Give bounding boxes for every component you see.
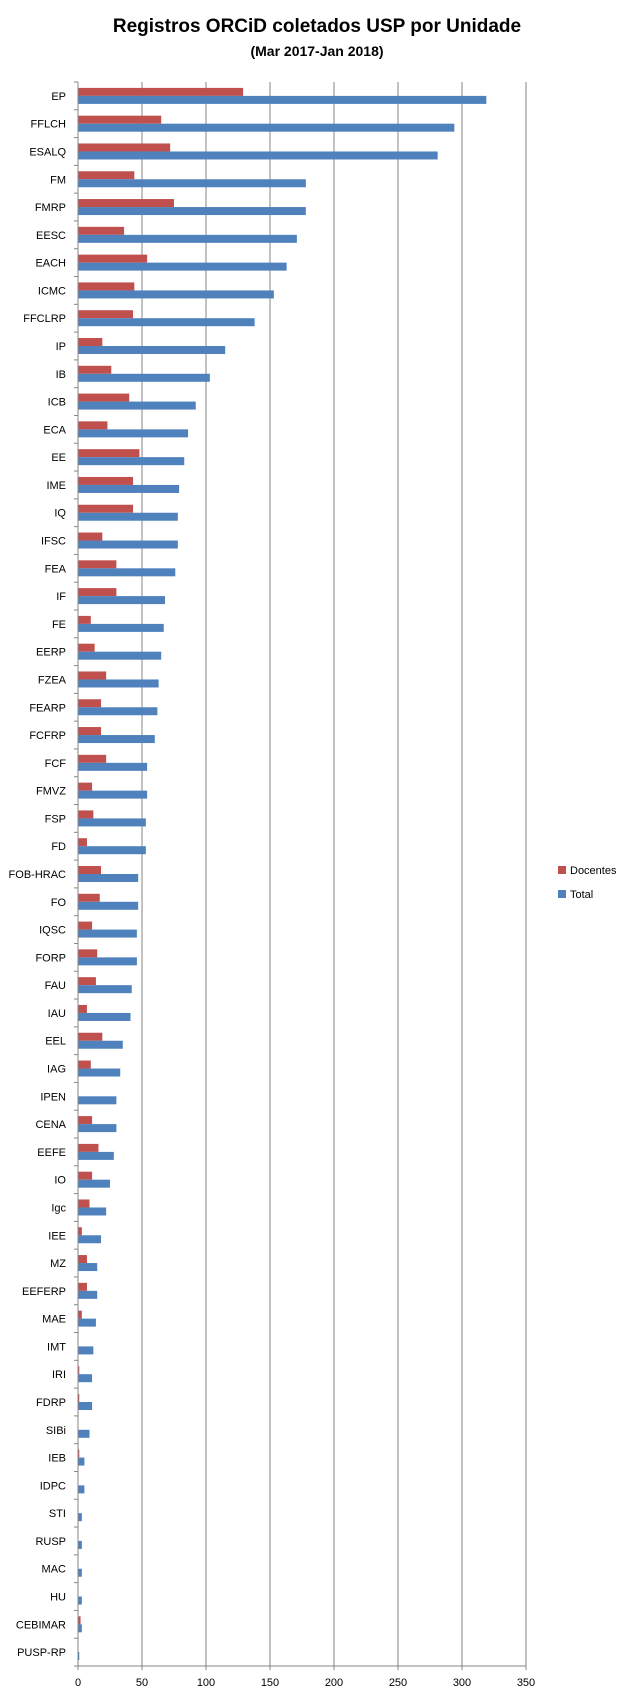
category-label: MAC bbox=[41, 1563, 66, 1576]
bar-total-iq bbox=[78, 513, 178, 521]
bar-docentes-fsp bbox=[78, 810, 93, 818]
bar-total-iee bbox=[78, 1235, 101, 1243]
bar-total-ime bbox=[78, 485, 179, 493]
bar-docentes-fo bbox=[78, 894, 100, 902]
bar-total-cena bbox=[78, 1124, 116, 1132]
bar-total-fmrp bbox=[78, 207, 306, 215]
bar-total-ifsc bbox=[78, 541, 178, 549]
bar-docentes-ifsc bbox=[78, 533, 102, 541]
bar-total-io bbox=[78, 1180, 110, 1188]
bar-total-forp bbox=[78, 957, 137, 965]
bar-docentes-eefe bbox=[78, 1144, 98, 1152]
bar-docentes-iq bbox=[78, 505, 133, 513]
bar-total-iri bbox=[78, 1374, 92, 1382]
bar-docentes-eel bbox=[78, 1033, 102, 1041]
category-label: IMT bbox=[47, 1341, 66, 1354]
bar-total-ip bbox=[78, 346, 225, 354]
bar-docentes-ffclrp bbox=[78, 310, 133, 318]
x-tick-label: 350 bbox=[516, 1677, 536, 1689]
category-label: FCFRP bbox=[29, 730, 66, 743]
bar-total-fea bbox=[78, 568, 175, 576]
bar-total-fcfrp bbox=[78, 735, 155, 743]
bar-total-ieb bbox=[78, 1458, 84, 1466]
bar-total-fdrp bbox=[78, 1402, 92, 1410]
category-label: FFCLRP bbox=[23, 313, 66, 326]
category-label: FMVZ bbox=[36, 785, 66, 798]
bar-docentes-if bbox=[78, 588, 116, 596]
category-label: CENA bbox=[35, 1119, 66, 1132]
bar-total-fsp bbox=[78, 818, 146, 826]
bar-total-eel bbox=[78, 1041, 123, 1049]
category-label: EP bbox=[51, 90, 66, 103]
category-label: FAU bbox=[44, 980, 66, 993]
bar-total-mac bbox=[78, 1569, 82, 1577]
bar-total-igc bbox=[78, 1207, 106, 1215]
bar-docentes-eesc bbox=[78, 227, 124, 235]
bar-total-ffclrp bbox=[78, 318, 255, 326]
bar-docentes-fd bbox=[78, 838, 87, 846]
bar-total-ib bbox=[78, 374, 210, 382]
category-label: MAE bbox=[42, 1313, 66, 1326]
bar-total-ipen bbox=[78, 1096, 116, 1104]
bar-total-eeferp bbox=[78, 1291, 97, 1299]
category-label: RUSP bbox=[35, 1535, 66, 1548]
category-label: FSP bbox=[44, 813, 66, 826]
bar-docentes-fmvz bbox=[78, 783, 92, 791]
category-label: Igc bbox=[51, 1202, 66, 1215]
bar-docentes-fau bbox=[78, 977, 96, 985]
bar-docentes-each bbox=[78, 255, 147, 263]
legend-label-total: Total bbox=[570, 889, 594, 901]
category-label: EESC bbox=[36, 229, 66, 242]
bar-total-icmc bbox=[78, 290, 274, 298]
bar-docentes-fflch bbox=[78, 116, 161, 124]
category-label: IP bbox=[55, 341, 66, 353]
x-tick-label: 0 bbox=[74, 1677, 82, 1689]
bar-total-eefe bbox=[78, 1152, 114, 1160]
category-label: IPEN bbox=[40, 1091, 66, 1104]
bar-docentes-fm bbox=[78, 171, 134, 179]
bar-docentes-fob-hrac bbox=[78, 866, 101, 874]
bar-total-iag bbox=[78, 1069, 120, 1077]
category-label: FO bbox=[50, 896, 66, 909]
bar-total-fo bbox=[78, 902, 138, 910]
bar-total-esalq bbox=[78, 151, 438, 159]
category-label: FE bbox=[51, 618, 66, 631]
bar-total-fm bbox=[78, 179, 306, 187]
category-label: EERP bbox=[36, 646, 66, 659]
bar-docentes-ime bbox=[78, 477, 133, 485]
bar-docentes-eca bbox=[78, 421, 107, 429]
category-label: FEARP bbox=[29, 702, 66, 715]
bar-docentes-ep bbox=[78, 88, 243, 96]
category-label: FDRP bbox=[36, 1397, 66, 1409]
x-tick-label: 150 bbox=[260, 1677, 280, 1689]
category-label: FFLCH bbox=[30, 118, 66, 131]
category-label: IAU bbox=[47, 1007, 66, 1020]
bar-docentes-iag bbox=[78, 1061, 91, 1069]
x-tick-label: 250 bbox=[388, 1677, 408, 1689]
legend-label-docentes: Docentes bbox=[570, 865, 617, 877]
bar-total-rusp bbox=[78, 1541, 82, 1549]
bar-total-imt bbox=[78, 1346, 93, 1354]
category-label: IEB bbox=[48, 1452, 66, 1465]
bar-total-fe bbox=[78, 624, 164, 632]
bar-docentes-fea bbox=[78, 560, 116, 568]
bar-docentes-fearp bbox=[78, 699, 101, 707]
bar-total-mae bbox=[78, 1319, 96, 1327]
category-label: IB bbox=[55, 368, 66, 381]
bar-docentes-fcfrp bbox=[78, 727, 101, 735]
bar-total-mz bbox=[78, 1263, 97, 1271]
bar-total-if bbox=[78, 596, 165, 604]
bar-total-fob-hrac bbox=[78, 874, 138, 882]
category-label: IQ bbox=[54, 507, 66, 520]
category-label: ICMC bbox=[37, 285, 66, 298]
category-label: IO bbox=[54, 1174, 66, 1187]
bar-docentes-ip bbox=[78, 338, 102, 346]
bar-total-ep bbox=[78, 96, 486, 104]
bar-total-fmvz bbox=[78, 791, 147, 799]
bar-docentes-esalq bbox=[78, 143, 170, 151]
bar-docentes-iee bbox=[78, 1227, 82, 1235]
bar-docentes-mz bbox=[78, 1255, 87, 1263]
legend-swatch-total bbox=[558, 890, 566, 898]
category-label: ICB bbox=[47, 396, 66, 409]
x-tick-label: 300 bbox=[452, 1677, 472, 1689]
x-tick-label: 200 bbox=[324, 1677, 344, 1689]
bar-docentes-ee bbox=[78, 449, 139, 457]
category-label: EEFE bbox=[37, 1146, 66, 1159]
x-tick-label: 100 bbox=[196, 1677, 216, 1689]
bar-docentes-io bbox=[78, 1172, 92, 1180]
category-label: STI bbox=[48, 1508, 66, 1521]
bar-total-fzea bbox=[78, 679, 159, 687]
bar-total-ee bbox=[78, 457, 184, 465]
bar-docentes-icmc bbox=[78, 282, 134, 290]
category-label: FOB-HRAC bbox=[8, 869, 66, 881]
category-label: IF bbox=[56, 591, 66, 604]
category-label: EEFERP bbox=[21, 1285, 66, 1298]
bar-total-hu bbox=[78, 1597, 82, 1605]
category-label: FD bbox=[51, 841, 66, 854]
bar-docentes-iqsc bbox=[78, 922, 92, 930]
category-label: HU bbox=[50, 1591, 66, 1604]
bar-total-fd bbox=[78, 846, 146, 854]
category-label: FM bbox=[50, 174, 66, 187]
category-label: IFSC bbox=[40, 535, 66, 548]
bar-docentes-cena bbox=[78, 1116, 92, 1124]
category-label: FZEA bbox=[37, 674, 66, 687]
bar-total-idpc bbox=[78, 1485, 84, 1493]
bar-total-fflch bbox=[78, 124, 454, 132]
bar-total-fearp bbox=[78, 707, 157, 715]
bar-total-each bbox=[78, 263, 287, 271]
bar-docentes-fcf bbox=[78, 755, 106, 763]
bar-docentes-igc bbox=[78, 1199, 90, 1207]
bar-total-eerp bbox=[78, 652, 161, 660]
bar-docentes-fmrp bbox=[78, 199, 174, 207]
bar-docentes-eerp bbox=[78, 644, 95, 652]
category-label: IAG bbox=[47, 1063, 66, 1076]
bar-total-sibi bbox=[78, 1430, 90, 1438]
category-label: FEA bbox=[44, 563, 66, 576]
category-label: IDPC bbox=[39, 1480, 66, 1493]
category-label: FMRP bbox=[34, 202, 66, 215]
category-label: CEBIMAR bbox=[15, 1619, 66, 1632]
bar-docentes-fe bbox=[78, 616, 91, 624]
bar-total-sti bbox=[78, 1513, 82, 1521]
category-label: EACH bbox=[35, 257, 66, 270]
bar-total-eca bbox=[78, 429, 188, 437]
category-label: ECA bbox=[43, 424, 66, 437]
category-label: ESALQ bbox=[29, 146, 66, 159]
category-label: EE bbox=[51, 452, 66, 465]
category-label: PUSP-RP bbox=[17, 1647, 66, 1660]
category-label: FORP bbox=[35, 952, 66, 965]
chart-subtitle: (Mar 2017-Jan 2018) bbox=[250, 43, 384, 59]
bar-total-iau bbox=[78, 1013, 130, 1021]
category-label: EEL bbox=[45, 1035, 66, 1048]
x-tick-label: 50 bbox=[135, 1677, 149, 1689]
category-label: IEE bbox=[48, 1230, 66, 1243]
bar-docentes-iau bbox=[78, 1005, 87, 1013]
category-label: IQSC bbox=[39, 924, 66, 937]
bar-docentes-icb bbox=[78, 394, 129, 402]
bar-total-fcf bbox=[78, 763, 147, 771]
chart-title: Registros ORCiD coletados USP por Unidade bbox=[112, 16, 522, 37]
category-label: MZ bbox=[50, 1258, 66, 1271]
bar-total-icb bbox=[78, 402, 196, 410]
bar-total-eesc bbox=[78, 235, 297, 243]
bar-docentes-forp bbox=[78, 949, 97, 957]
category-label: IRI bbox=[51, 1369, 66, 1382]
category-label: IME bbox=[46, 479, 66, 492]
bar-total-cebimar bbox=[78, 1624, 82, 1632]
legend-swatch-docentes bbox=[558, 866, 566, 874]
bar-docentes-eeferp bbox=[78, 1283, 87, 1291]
bar-docentes-fzea bbox=[78, 671, 106, 679]
bar-docentes-mae bbox=[78, 1311, 82, 1319]
bar-total-fau bbox=[78, 985, 132, 993]
bar-docentes-ib bbox=[78, 366, 111, 374]
bar-total-iqsc bbox=[78, 930, 137, 938]
category-label: FCF bbox=[44, 757, 66, 770]
category-label: SIBi bbox=[45, 1424, 66, 1437]
